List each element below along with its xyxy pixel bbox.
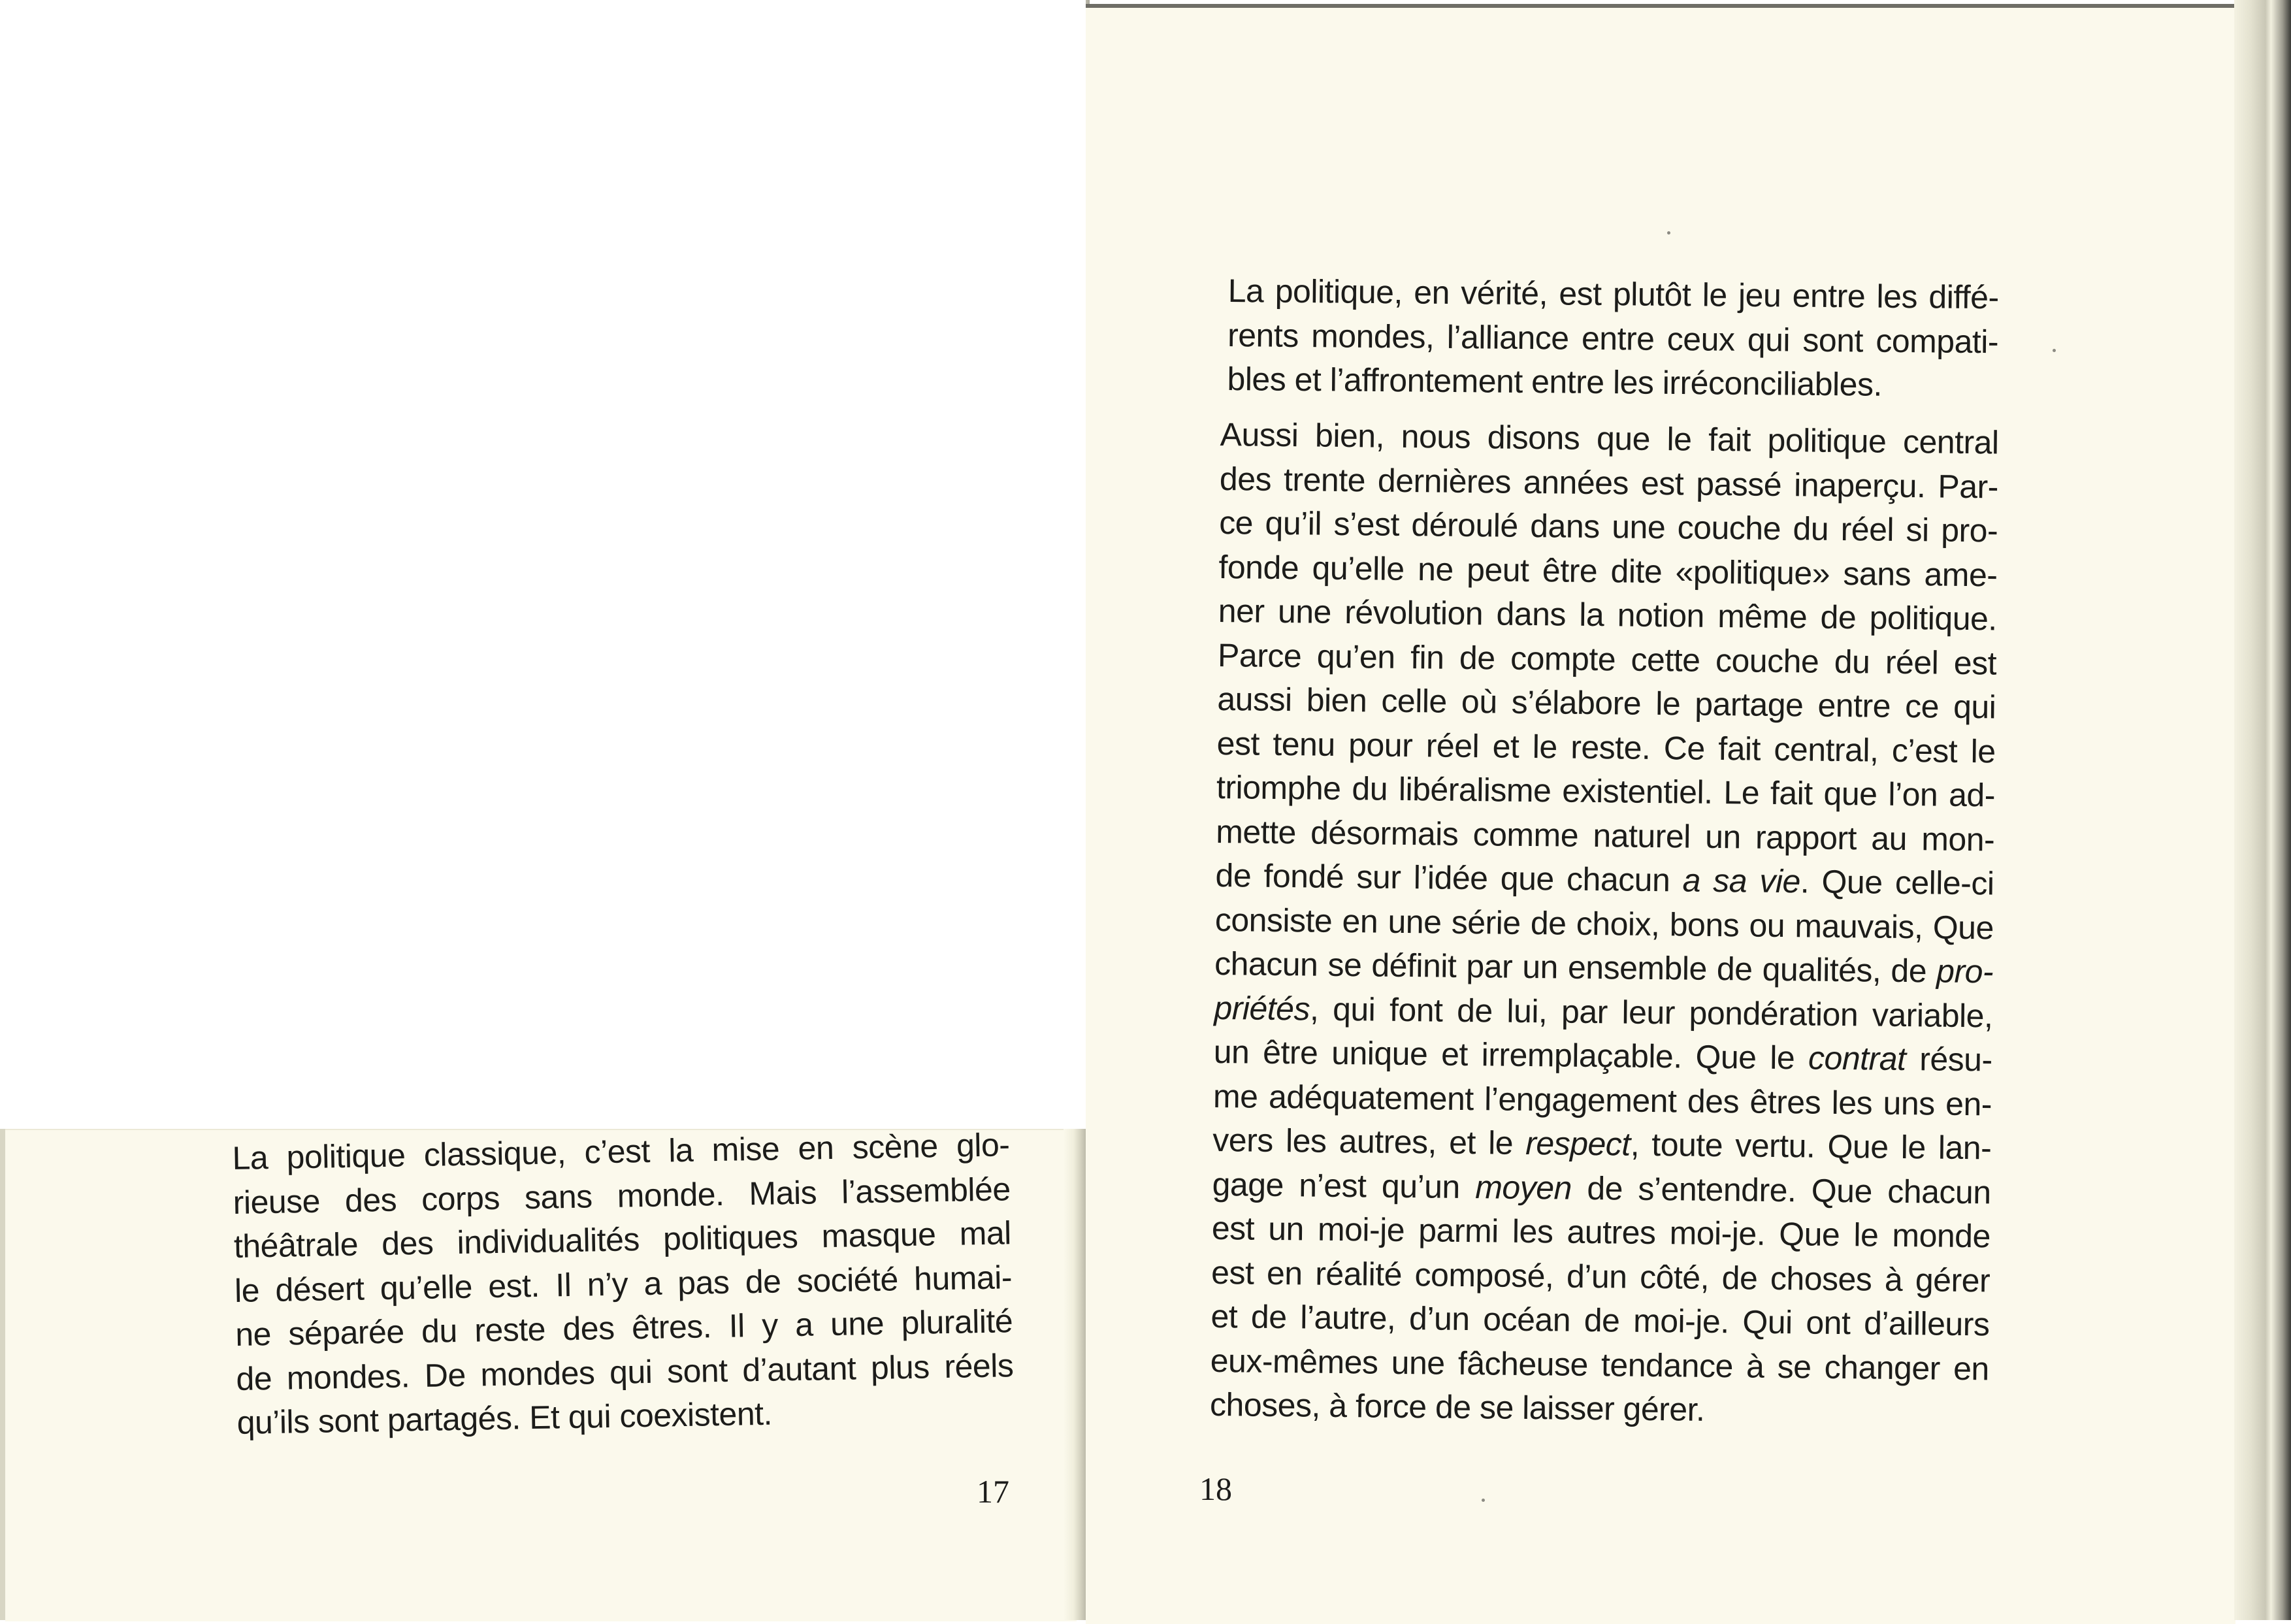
text-line: ne séparée du reste des êtres. Il y a une pluralité [235,1303,1013,1353]
text-line-with-italic [1215,854,1994,906]
italic-text: pro- [1936,952,1994,990]
italic-text: contrat [1808,1039,1906,1078]
text-line: ce qu’il s’est déroulé dans une couche du réel si pro- [1218,504,1998,549]
italic-text: a sa vie [1682,862,1801,900]
scan-speck [1482,1499,1485,1502]
text-line: fonde qu’elle ne peut être dite «politique» sans ame- [1218,548,1998,593]
text-line: Aussi bien, nous disons que le fait politique central [1220,415,1999,461]
left-page-edge [0,1129,5,1620]
scan-speck [2053,349,2056,352]
text-segment: , qui font de lui, par leur pondération variable, [1309,990,1993,1034]
italic-text: priétés [1214,989,1310,1027]
text-line-with-italic [1213,1030,1992,1082]
text-segment: résu- [1906,1041,1992,1079]
text-line: et de l’autre, d’un océan de moi-je. Qui ont d’ailleurs [1210,1297,1990,1343]
text-line: est en réalité composé, d’un côté, de choses à gérer [1210,1254,1990,1299]
text-segment: . Que celle-ci [1800,863,1994,902]
page-number-right: 18 [1199,1470,1232,1507]
page-number-left: 17 [977,1473,1009,1510]
text-line-with-italic [1214,986,1993,1038]
text-line: bles et l’affrontement entre les irréconciliables. [1227,360,1883,403]
text-line-with-italic [1212,1162,1991,1214]
text-line-with-italic [1214,942,1994,994]
text-line: Parce qu’en fin de compte cette couche du réel est [1217,636,1997,681]
text-line: choses, à force de se laisser gérer. [1209,1386,1705,1428]
gutter-top-blank [1064,0,1086,1129]
text-line: est tenu pour réel et le reste. Ce fait central, c’est le [1216,724,1996,770]
left-paragraph [232,1123,1015,1445]
right-paragraph-2 [1210,413,1999,1435]
text-segment: , toute vertu. Que le lan- [1630,1126,1992,1167]
text-line-with-italic [1212,1118,1992,1171]
text-line: consiste en une série de choix, bons ou mauvais, Que [1214,901,1994,946]
text-line: me adéquatement l’engagement des êtres les uns en- [1212,1077,1992,1122]
scan-speck [1667,231,1670,235]
text-segment: de s’entendre. Que chacun [1571,1169,1991,1210]
text-line: triomphe du libéralisme existentiel. Le fait que l’on ad- [1216,768,1996,814]
text-line: qu’ils sont partagés. Et qui coexistent. [236,1395,773,1441]
text-line: le désert qu’elle est. Il n’y a pas de société humai- [234,1258,1013,1309]
text-line: des trente dernières années est passé inaperçu. Par- [1219,460,1999,505]
text-line: rieuse des corps sans monde. Mais l’assemblée [233,1170,1011,1221]
text-line: eux-mêmes une fâcheuse tendance à se changer en [1210,1342,1990,1387]
text-segment: de fondé sur l’idée que chacun [1215,856,1683,899]
text-segment: chacun se définit par un ensemble de qualités, de [1214,945,1937,990]
text-line: de mondes. De mondes qui sont d’autant plus réels [235,1346,1014,1397]
text-line: La politique, en vérité, est plutôt le jeu entre les diffé- [1227,272,1999,316]
text-line: théâtrale des individualités politiques masque mal [233,1214,1012,1265]
text-segment: un être unique et irremplaçable. Que le [1213,1033,1809,1077]
text-line: rents mondes, l’alliance entre ceux qui sont compati- [1227,316,1999,360]
text-line: La politique classique, c’est la mise en scène glo- [232,1126,1010,1177]
italic-text: moyen [1475,1168,1572,1207]
text-line: est un moi-je parmi les autres moi-je. Que le monde [1211,1209,1991,1255]
right-paragraph-1 [1227,269,1999,408]
page-edges [2234,0,2291,1620]
italic-text: respect [1525,1124,1631,1163]
text-line: ner une révolution dans la notion même de politique. [1218,592,1998,638]
text-segment: gage n’est qu’un [1212,1165,1476,1205]
text-segment: vers les autres, et le [1212,1121,1526,1161]
text-line: aussi bien celle où s’élabore le partage entre ce qui [1217,680,1996,726]
text-line: mette désormais comme naturel un rapport au mon- [1215,813,1995,858]
